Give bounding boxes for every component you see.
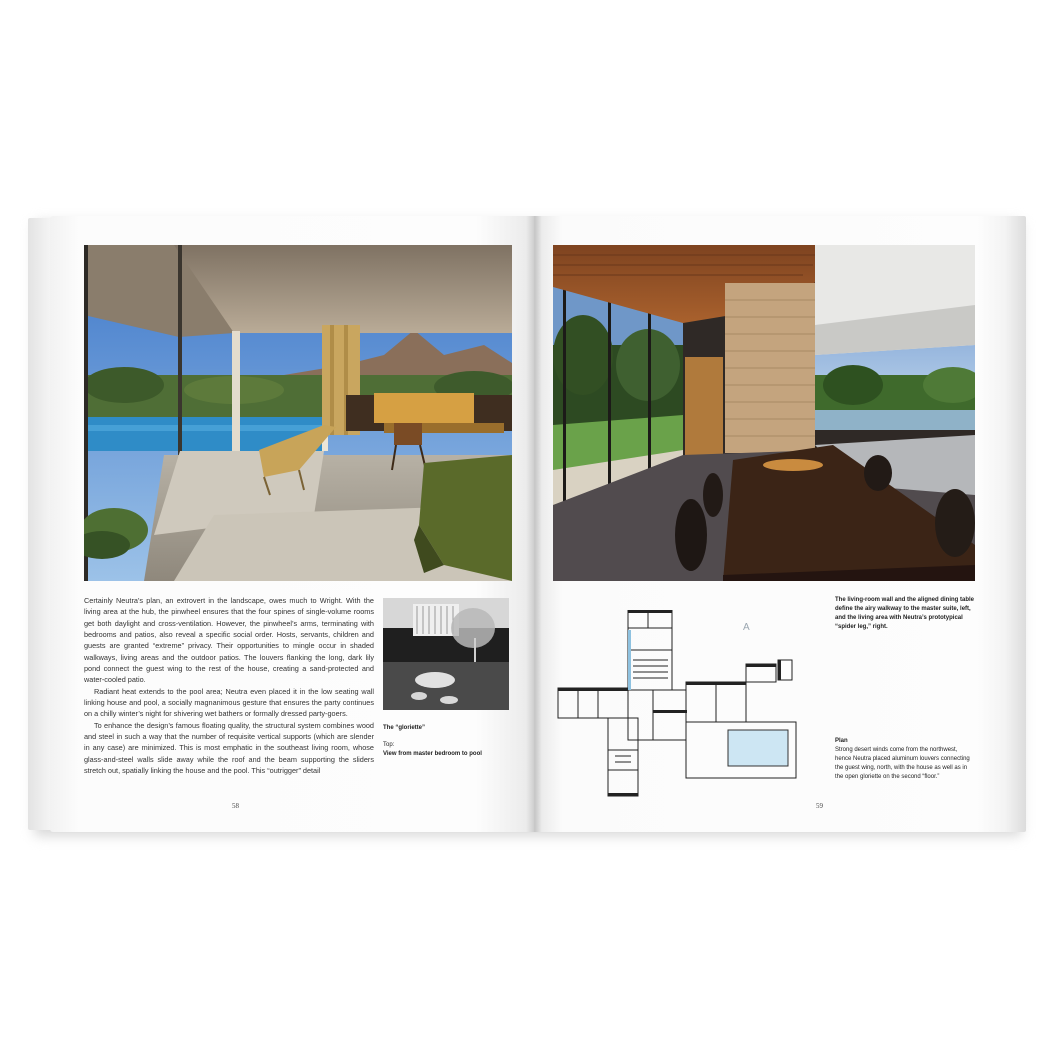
left-page-body-text [84, 595, 374, 777]
body-paragraph: Radiant heat extends to the pool area; Neutra even placed it in the low seating wall linking house and pool, a socially magnanimous gesture that ensures the party continues on a chilly winter’s night for shivering wet bathers or formally dressed party-goers. [84, 686, 374, 719]
plan-caption-title: Plan [835, 738, 848, 744]
plan-caption-text: Strong desert winds come from the northwest, hence Neutra placed aluminum louvers connecting the guest wing, north, with the house as well as in the open gloriette on the second “floor.” [835, 747, 970, 780]
gloriette-caption [383, 724, 511, 759]
living-dining-photo [553, 245, 975, 581]
gloriette-caption-view: View from master bedroom to pool [383, 751, 482, 757]
gloriette-caption-top: Top: [383, 742, 395, 748]
page-number-left: 58 [232, 802, 239, 810]
plan-caption [835, 737, 975, 782]
plan-north-mark: A [743, 622, 750, 633]
gloriette-caption-title: The “gloriette” [383, 725, 426, 731]
open-book [28, 212, 1026, 832]
living-room-caption: The living-room wall and the aligned dining table define the airy walkway to the master suite, left, and the living area with Neutra’s prototypical “spider leg,” right. [835, 597, 975, 630]
floor-plan-drawing [553, 610, 809, 798]
gloriette-photo [383, 598, 509, 710]
body-paragraph: To enhance the design’s famous floating quality, the structural system combines wood and steel in such a way that the number of requisite vertical supports (which are slender in any case) are minimized. This is most emphatic in the southeast living room, whose glass-and-steel walls slide away while the roof and the beam supporting the sliders stretch out, spatially linking the house and the pool. This “outrigger” detail [84, 720, 374, 776]
book-gutter [526, 216, 542, 832]
body-paragraph: Certainly Neutra’s plan, an extrovert in the landscape, owes much to Wright. With the living area at the hub, the pinwheel ensures that the four spines of single-volume rooms get both daylight and cross-ventilation. However, the pinwheel’s arms, terminating with bedrooms and patios, also reveal a specific social order. Hosts, servants, children and guests are granted “extreme” privacy. Their opportunities to mingle occur in shaded walkways, living areas and the outdoor patios. The louvers flanking the long, dark lily pond connect the guest wing to the rest of the house, creating a sand-protected and water-cooled patio. [84, 596, 374, 685]
bedroom-pool-photo [84, 245, 512, 581]
page-number-right: 59 [816, 802, 823, 810]
